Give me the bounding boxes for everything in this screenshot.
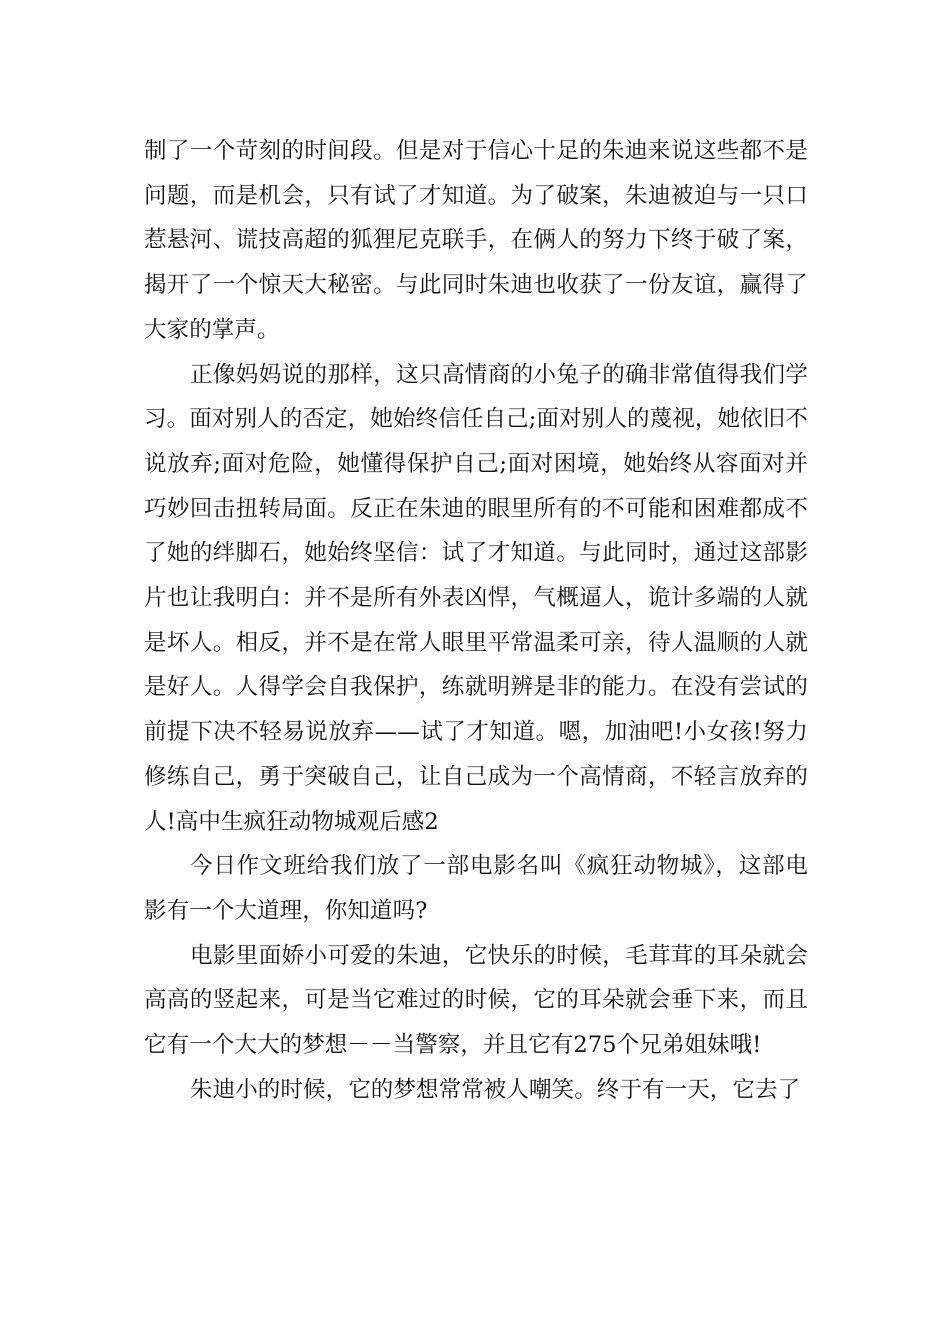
paragraph-5: 朱迪小的时候，它的梦想常常被人嘲笑。终于有一天，它去了 bbox=[190, 1076, 801, 1103]
paragraph-2: 正像妈妈说的那样，这只高情商的小兔子的确非常值得我们学习。面对别人的否定，她始终信任自己;面对别人的蔑视，她依旧不说放弃;面对危险，她懂得保护自己;面对困境，她始终从容面对并巧妙回击扭转局面。反正在朱迪的眼里所有的不可能和困难都成不了她的绊脚石，她始终坚信：试了才知道。与此同时，通过这部影片也让我明白：并不是所有外表凶悍，气概逼人，诡计多端的人就是坏人。相反，并不是在常人眼里平常温柔可亲，待人温顺的人就是好人。人得学会自我保护，练就明辨是非的能力。在没有尝试的前提下决不轻易说放弃——试了才知道。嗯，加油吧!小女孩!努力修练自己，勇于突破自己，让自己成为一个高情商，不轻言放弃的人!高中生疯狂动物城观后感2 bbox=[144, 361, 808, 835]
paragraph-4: 电影里面娇小可爱的朱迪，它快乐的时候，毛茸茸的耳朵就会高高的竖起来，可是当它难过的时候，它的耳朵就会垂下来，而且它有一个大大的梦想－－当警察，并且它有275个兄弟姐妹哦! bbox=[144, 942, 808, 1059]
document-body bbox=[144, 129, 808, 1112]
paragraph-3: 今日作文班给我们放了一部电影名叫《疯狂动物城》，这部电影有一个大道理，你知道吗? bbox=[144, 853, 808, 924]
paragraph-1: 制了一个苛刻的时间段。但是对于信心十足的朱迪来说这些都不是问题，而是机会，只有试了才知道。为了破案，朱迪被迫与一只口惹悬河、谎技高超的狐狸尼克联手，在俩人的努力下终于破了案，揭开了一个惊天大秘密。与此同时朱迪也收获了一份友谊，赢得了大家的掌声。 bbox=[144, 138, 808, 343]
